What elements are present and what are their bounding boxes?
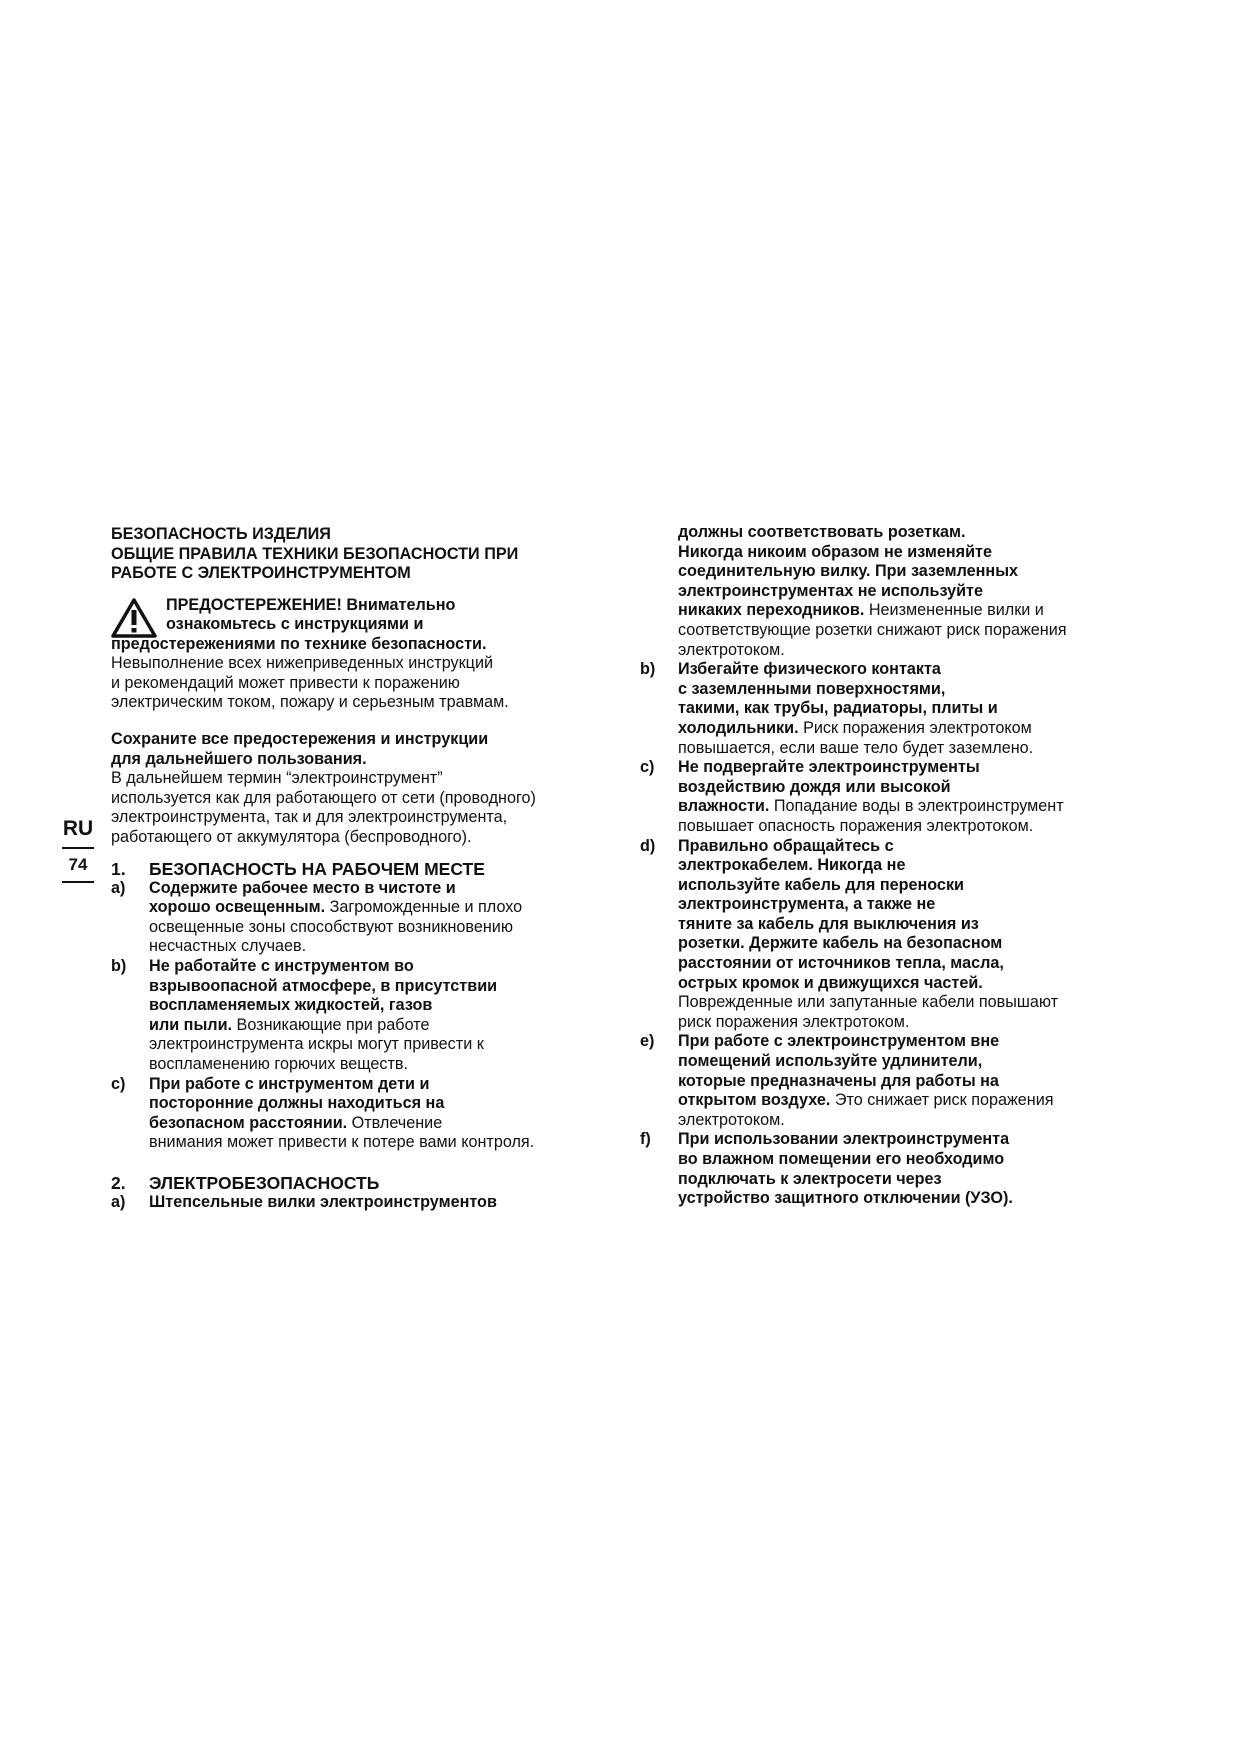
list-item-text: При использовании электроинструмента во влажном помещении его необходимо подключать к электросети через устройство защитного отключении (УЗО). (678, 1130, 1013, 1208)
section-number: 1. (111, 858, 126, 879)
left-column (111, 525, 611, 1213)
list-item-text: Содержите рабочее место в чистоте и хорошо освещенным. Загроможденные и плохо освещенные зоны способствуют возникновению несчастных случаев. (149, 878, 523, 956)
keep-instructions-title: Сохраните все предостережения и инструкции (111, 730, 489, 749)
warning-body: Невыполнение всех нижеприведенных инструкций (111, 654, 494, 673)
warning-body: и рекомендаций может привести к поражению (111, 673, 460, 692)
warning-title: ПРЕДОСТЕРЕЖЕНИЕ! Внимательно (166, 595, 456, 614)
keep-instructions-block (111, 730, 611, 848)
document-heading: БЕЗОПАСНОСТЬ ИЗДЕЛИЯ (111, 525, 331, 543)
list-item-letter: c) (111, 1074, 126, 1093)
warning-body: электрическим током, пожару и серьезным травмам. (111, 693, 509, 712)
section-title: БЕЗОПАСНОСТЬ НА РАБОЧЕМ МЕСТЕ (149, 858, 485, 879)
list-item (111, 957, 611, 1075)
list-item (640, 1032, 1140, 1130)
document-subheading: РАБОТЕ С ЭЛЕКТРОИНСТРУМЕНТОМ (111, 564, 411, 582)
language-code: RU (62, 817, 94, 840)
page-side-tab (60, 817, 96, 889)
list-item-letter: a) (111, 878, 126, 897)
list-item-letter: c) (640, 758, 655, 777)
list-item-letter: b) (640, 660, 656, 679)
list-item (640, 837, 1140, 1033)
list-item (640, 758, 1140, 836)
list-item (111, 879, 611, 957)
warning-text: предостережениями по технике безопасности. (111, 634, 487, 653)
section-title: ЭЛЕКТРОБЕЗОПАСНОСТЬ (149, 1172, 380, 1193)
list-item (640, 660, 1140, 758)
warning-triangle-icon (111, 598, 157, 638)
list-item-text: Правильно обращайтесь с электрокабелем. Никогда не используйте кабель для переноски электроинструмента, а также не тяните за кабель для выключения из розетки. Держите кабель на безопасном расстоянии от источников тепла, масла, острых кромок и движущихся частей. Поврежденные или запутанные кабели повышают риск поражения электротоком. (678, 836, 1059, 1031)
section-heading (111, 859, 611, 879)
list-item-text: Избегайте физического контакта с заземленными поверхностями, такими, как трубы, радиаторы, плиты и холодильники. Риск поражения электротоком повышается, если ваше тело будет заземлено. (678, 660, 1034, 757)
keep-instructions-body: электроинструмента, так и для электроинструмента, (111, 808, 508, 827)
list-item-letter: e) (640, 1032, 655, 1051)
list-item-text: При работе с электроинструментом вне помещений используйте удлинители, которые предназначены для работы на открытом воздухе. Это снижает риск поражения электротоком. (678, 1032, 1054, 1129)
list-item (111, 1193, 611, 1213)
list-item-text: Штепсельные вилки электроинструментов (149, 1192, 497, 1211)
list-item-text: При работе с инструментом дети и посторонние должны находиться на безопасном расстоянии. Отвлечение внимания может привести к потере вами контроля. (149, 1074, 535, 1152)
warning-block (111, 596, 611, 714)
warning-text: ознакомьтесь с инструкциями и (166, 615, 424, 634)
keep-instructions-body: используется как для работающего от сети (проводного) (111, 788, 536, 807)
list-item-continuation: должны соответствовать розеткам. Никогда никоим образом не изменяйте соединительную вилку. При заземленных электроинструментах не используйте никаких переходников. Неизмененные вилки и соответствующие розетки снижают риск поражения электротоком. (678, 523, 1067, 659)
list-item-letter: a) (111, 1192, 126, 1211)
keep-instructions-body: работающего от аккумулятора (беспроводного). (111, 828, 472, 847)
section-work-area (111, 859, 611, 1153)
right-column (640, 523, 1140, 1209)
section-heading (111, 1173, 611, 1193)
page-number: 74 (68, 855, 88, 874)
keep-instructions-title: для дальнейшего пользования. (111, 749, 367, 768)
list-item (640, 1130, 1140, 1208)
side-tab-divider-top (62, 847, 94, 849)
list-item-letter: d) (640, 836, 656, 855)
document-subheading: ОБЩИЕ ПРАВИЛА ТЕХНИКИ БЕЗОПАСНОСТИ ПРИ (111, 544, 519, 563)
section-number: 2. (111, 1172, 126, 1193)
keep-instructions-body: В дальнейшем термин “электроинструмент” (111, 769, 443, 788)
section-electrical-safety (111, 1173, 611, 1213)
list-item-text: Не работайте с инструментом во взрывоопасной атмосфере, в присутствии воспламеняемых жидкостей, газов или пыли. Возникающие при работе электроинструмента искры могут привести к воспламенению горючих веществ. (149, 957, 498, 1073)
list-item-letter: f) (640, 1130, 651, 1149)
list-item-text: Не подвергайте электроинструменты воздействию дождя или высокой влажности. Попадание воды в электроинструмент повышает опасность поражения электротоком. (678, 758, 1064, 835)
side-tab-divider-bottom (62, 881, 94, 883)
list-item-letter: b) (111, 957, 127, 975)
list-item (111, 1075, 611, 1153)
